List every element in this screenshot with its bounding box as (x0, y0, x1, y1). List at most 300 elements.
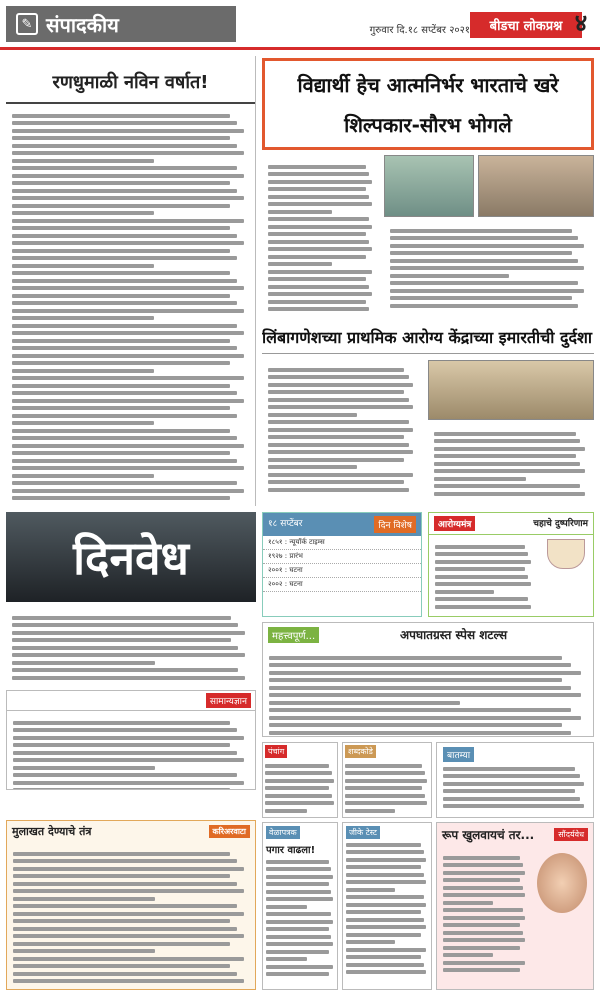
text-line (268, 165, 366, 169)
text-line (346, 963, 424, 967)
text-line (265, 764, 329, 768)
text-line (12, 391, 237, 395)
history-tag: दिन विशेष (374, 516, 416, 533)
text-line (12, 181, 230, 185)
text-line (268, 435, 404, 439)
text-line (346, 925, 426, 929)
text-line (268, 180, 372, 184)
text-line (12, 174, 244, 178)
text-line (435, 552, 528, 556)
space-text (263, 646, 593, 737)
text-line (435, 590, 494, 594)
text-line (13, 972, 237, 976)
text-line (12, 496, 230, 500)
text-line (12, 421, 154, 425)
text-line (435, 560, 531, 564)
text-line (266, 860, 329, 864)
gk-box (6, 690, 256, 790)
text-line (12, 451, 230, 455)
text-line (434, 462, 580, 466)
text-line (12, 249, 230, 253)
text-line (269, 708, 571, 712)
text-line (434, 469, 585, 473)
text-line (12, 264, 154, 268)
text-line (443, 961, 525, 965)
text-line (268, 307, 369, 311)
text-line (265, 771, 332, 775)
text-line (268, 383, 413, 387)
text-line (390, 304, 578, 308)
dateline: गुरुवार दि.१८ सप्टेंबर २०२१ (369, 25, 470, 36)
text-line (12, 481, 237, 485)
interview-tag: करिअरवाटा (209, 825, 251, 838)
text-line (435, 575, 528, 579)
beauty-title: रूप खुलवायचं तर... (442, 828, 535, 842)
text-line (12, 129, 244, 133)
gk-text (7, 711, 255, 790)
paper-name: बीडचा लोकप्रश्न (470, 12, 582, 38)
text-line (266, 882, 329, 886)
text-line (268, 240, 369, 244)
text-line (13, 736, 244, 740)
text-line (13, 882, 237, 886)
text-line (13, 889, 244, 893)
text-line (13, 927, 237, 931)
text-line (443, 789, 575, 793)
story-photo-left (384, 155, 474, 217)
interview-title: मुलाखत देण्याचे तंत्र (12, 825, 92, 838)
text-line (268, 300, 366, 304)
text-line (443, 863, 523, 867)
text-line (269, 701, 460, 705)
text-line (265, 801, 334, 805)
text-line (268, 210, 332, 214)
text-line (268, 195, 369, 199)
text-line (12, 226, 230, 230)
text-line (268, 450, 413, 454)
text-line (13, 897, 155, 901)
text-line (346, 933, 421, 937)
text-line (434, 492, 585, 496)
text-line (268, 398, 409, 402)
text-line (12, 256, 237, 260)
text-line (12, 623, 238, 627)
text-line (266, 965, 333, 969)
text-line (13, 957, 244, 961)
health-title: चहाचे दुष्परिणाम (533, 519, 588, 529)
text-line (12, 271, 230, 275)
section-masthead (6, 6, 236, 42)
text-line (12, 444, 244, 448)
story-body-2 (384, 219, 594, 315)
salary-text (266, 860, 334, 977)
text-line (269, 716, 581, 720)
interview-text (7, 842, 255, 990)
text-line (268, 225, 372, 229)
text-line (12, 646, 238, 650)
health-text (429, 535, 539, 617)
text-line (13, 781, 244, 785)
text-line (443, 923, 520, 927)
text-line (13, 728, 237, 732)
text-line (434, 484, 580, 488)
text-line (268, 285, 369, 289)
text-line (268, 375, 409, 379)
text-line (268, 473, 413, 477)
text-line (390, 296, 572, 300)
text-line (346, 918, 424, 922)
text-line (13, 751, 237, 755)
text-line (12, 474, 154, 478)
text-line (346, 910, 421, 914)
news-box (436, 742, 594, 818)
text-line (390, 244, 584, 248)
text-line (443, 886, 523, 890)
text-line (434, 432, 576, 436)
text-line (268, 480, 404, 484)
text-line (266, 912, 331, 916)
history-box (262, 512, 422, 617)
text-line (268, 458, 404, 462)
text-line (269, 686, 571, 690)
text-line (266, 905, 307, 909)
puzzle-box (342, 742, 432, 818)
space-tag: महत्त्वपूर्ण... (268, 627, 319, 643)
text-line (12, 653, 245, 657)
text-line (434, 477, 526, 481)
text-line (12, 294, 230, 298)
lead-body (6, 104, 255, 506)
text-line (268, 465, 357, 469)
text-line (12, 631, 245, 635)
interview-header (7, 821, 255, 842)
text-line (269, 723, 562, 727)
history-header (263, 513, 421, 536)
lead-editorial (6, 56, 256, 506)
text-line (12, 144, 237, 148)
text-line (268, 390, 404, 394)
text-line (13, 942, 230, 946)
text-line (268, 172, 369, 176)
text-line (443, 938, 525, 942)
text-line (265, 794, 332, 798)
text-line (13, 934, 244, 938)
text-line (346, 895, 424, 899)
text-line (266, 957, 307, 961)
news-tag: बातम्या (443, 747, 474, 762)
text-line (13, 867, 244, 871)
history-date: १८ सप्टेंबर (268, 519, 303, 529)
history-rows (263, 536, 421, 592)
text-line (443, 856, 520, 860)
dinvedh-banner: दिनवेध (6, 512, 256, 602)
text-line (13, 919, 230, 923)
text-line (12, 466, 244, 470)
text-line (12, 219, 244, 223)
text-line (268, 420, 409, 424)
text-line (443, 878, 520, 882)
text-line (346, 843, 421, 847)
page-number: ४ (574, 9, 588, 37)
text-line (269, 731, 571, 735)
text-line (435, 597, 528, 601)
text-line (12, 301, 237, 305)
text-line (443, 953, 493, 957)
text-line (390, 289, 584, 293)
health-tag: आरोग्यमंत्र (434, 516, 475, 531)
text-line (12, 616, 231, 620)
history-row: २००२ : घटना (263, 578, 421, 592)
text-line (13, 773, 237, 777)
text-line (265, 809, 307, 813)
text-line (443, 767, 575, 771)
text-line (346, 940, 395, 944)
text-line (12, 384, 230, 388)
text-line (266, 867, 331, 871)
text-line (12, 346, 237, 350)
history-row: १८५१ : न्यूयॉर्क टाइम्स (263, 536, 421, 550)
text-line (345, 771, 425, 775)
text-line (12, 354, 244, 358)
second-story-title: लिंबागणेशच्या प्राथमिक आरोग्य केंद्राच्या इमारतीची दुर्दशा (262, 320, 594, 354)
space-box (262, 622, 594, 737)
text-line (268, 428, 413, 432)
text-line (390, 236, 578, 240)
second-story-text-2 (428, 422, 594, 505)
text-line (266, 935, 331, 939)
text-line (435, 567, 525, 571)
text-line (443, 804, 584, 808)
text-line (13, 904, 237, 908)
text-line (266, 927, 329, 931)
beauty-text (437, 846, 533, 982)
text-line (268, 413, 357, 417)
text-line (12, 114, 230, 118)
text-line (268, 270, 372, 274)
text-line (390, 281, 578, 285)
text-line (390, 259, 578, 263)
text-line (269, 678, 562, 682)
text-line (12, 316, 154, 320)
text-line (266, 972, 329, 976)
text-line (346, 888, 395, 892)
beauty-tag: सौंदर्यवेध (554, 828, 588, 841)
quill-icon: ✎ (16, 13, 38, 35)
text-line (12, 459, 237, 463)
text-line (13, 743, 230, 747)
gk-header (7, 691, 255, 711)
text-line (265, 786, 329, 790)
text-line (443, 916, 525, 920)
dinvedh-text (6, 606, 256, 686)
text-line (268, 217, 369, 221)
text-line (443, 782, 584, 786)
story-photo-right (478, 155, 594, 217)
text-line (443, 893, 525, 897)
text-line (268, 405, 413, 409)
text-line (12, 309, 244, 313)
face-photo (537, 853, 587, 913)
text-line (390, 229, 572, 233)
text-line (346, 955, 421, 959)
gk-tag: सामान्यज्ञान (206, 693, 251, 708)
beauty-header (437, 823, 593, 846)
quiz-box (342, 822, 432, 990)
second-story-body (262, 358, 594, 506)
text-line (12, 376, 244, 380)
text-line (12, 339, 230, 343)
text-line (266, 875, 333, 879)
text-line (266, 897, 333, 901)
text-line (346, 858, 426, 862)
text-line (268, 255, 366, 259)
text-line (435, 545, 525, 549)
text-line (434, 447, 585, 451)
text-line (13, 766, 155, 770)
salary-title: पगार वाढला! (266, 845, 316, 856)
text-line (346, 850, 424, 854)
dinvedh-content (6, 606, 256, 686)
text-line (12, 166, 237, 170)
text-line (268, 292, 372, 296)
puzzle-tag: शब्दकोडे (345, 745, 376, 758)
text-line (443, 871, 525, 875)
panchang-text (265, 764, 335, 813)
text-line (266, 942, 333, 946)
text-line (345, 764, 422, 768)
text-line (12, 211, 154, 215)
text-line (345, 786, 422, 790)
text-line (12, 196, 244, 200)
history-row: २००१ : घटना (263, 564, 421, 578)
text-line (12, 286, 244, 290)
text-line (12, 638, 231, 642)
text-line (443, 797, 580, 801)
tea-cup-icon (547, 539, 585, 569)
text-line (345, 779, 427, 783)
health-box (428, 512, 594, 617)
text-line (12, 369, 154, 373)
text-line (13, 949, 155, 953)
text-line (12, 436, 237, 440)
text-line (443, 968, 520, 972)
text-line (12, 406, 230, 410)
text-line (443, 774, 580, 778)
text-line (12, 361, 230, 365)
text-line (268, 443, 409, 447)
text-line (268, 247, 372, 251)
text-line (345, 801, 427, 805)
text-line (12, 136, 230, 140)
salary-box (262, 822, 338, 990)
text-line (268, 232, 366, 236)
lead-title: रणधुमाळी नविन वर्षात! (6, 56, 255, 104)
text-line (443, 901, 493, 905)
text-line (346, 865, 421, 869)
text-line (12, 159, 154, 163)
text-line (435, 582, 531, 586)
text-line (269, 693, 581, 697)
text-line (268, 187, 366, 191)
text-line (12, 279, 237, 283)
text-line (346, 970, 426, 974)
text-line (266, 920, 333, 924)
headline-text: विद्यार्थी हेच आत्मनिर्भर भारताचे खरे शिल्पकार-सौरभ भोगले (297, 73, 559, 137)
text-line (268, 262, 332, 266)
text-line (345, 809, 395, 813)
second-story-text (262, 358, 422, 501)
text-line (269, 656, 562, 660)
text-line (12, 121, 237, 125)
story-body (262, 155, 380, 315)
text-line (269, 671, 581, 675)
text-line (266, 890, 331, 894)
text-line (434, 439, 580, 443)
text-line (12, 234, 237, 238)
text-line (13, 964, 230, 968)
text-line (434, 454, 576, 458)
text-line (12, 668, 238, 672)
salary-tag: वेळापत्रक (266, 826, 300, 839)
text-line (435, 605, 531, 609)
text-line (13, 874, 230, 878)
text-line (12, 241, 244, 245)
panchang-box (262, 742, 338, 818)
text-line (12, 204, 230, 208)
text-line (13, 852, 230, 856)
panchang-tag: पंचांग (265, 745, 287, 758)
text-line (443, 908, 523, 912)
beauty-box (436, 822, 594, 990)
quiz-tag: जीके टेस्ट (346, 826, 380, 839)
text-line (346, 948, 426, 952)
interview-box (6, 820, 256, 990)
text-line (265, 779, 334, 783)
text-line (12, 429, 230, 433)
text-line (12, 414, 237, 418)
text-line (13, 758, 244, 762)
text-line (346, 880, 426, 884)
text-line (12, 661, 155, 665)
headline-box (262, 58, 594, 150)
text-line (268, 277, 366, 281)
history-row: १९२७ : प्रारंभ (263, 550, 421, 564)
text-line (13, 979, 244, 983)
quiz-text (346, 843, 428, 975)
text-line (390, 266, 584, 270)
text-line (266, 950, 329, 954)
text-line (346, 873, 424, 877)
space-title: अपघातग्रस्त स्पेस शटल्स (400, 628, 508, 642)
text-line (13, 721, 230, 725)
space-header (263, 623, 593, 646)
text-line (345, 794, 425, 798)
text-line (390, 274, 509, 278)
text-line (346, 903, 426, 907)
text-line (443, 946, 520, 950)
clinic-photo (428, 360, 594, 420)
health-header (429, 513, 593, 535)
text-line (12, 489, 244, 493)
text-line (268, 202, 372, 206)
text-line (12, 676, 245, 680)
text-line (12, 399, 244, 403)
text-line (390, 251, 572, 255)
main-story (262, 155, 594, 315)
section-title: संपादकीय (46, 12, 119, 37)
text-line (12, 331, 244, 335)
text-line (269, 663, 571, 667)
